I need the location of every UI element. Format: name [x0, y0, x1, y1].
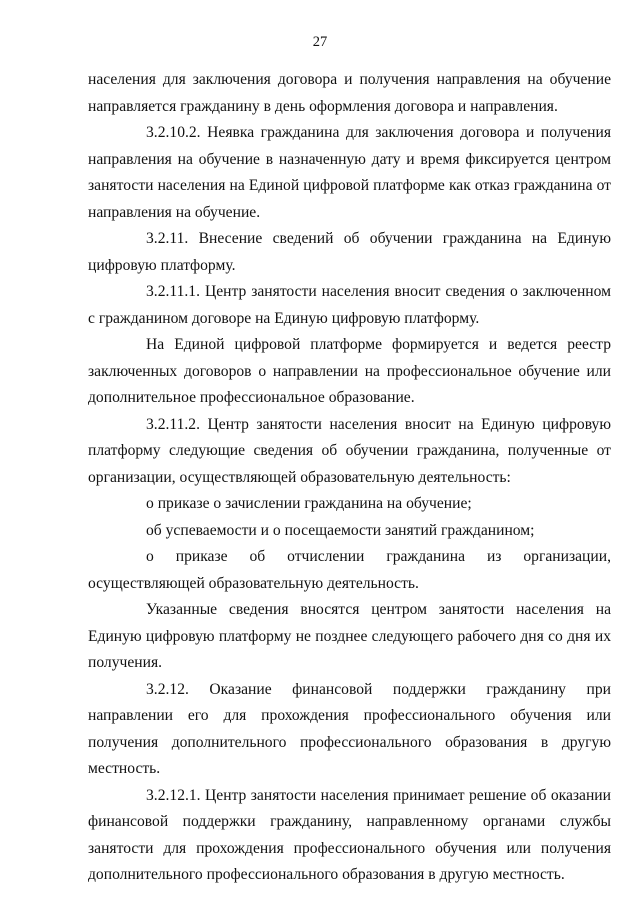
paragraph-registry: На Единой цифровой платформе формируется и ведется реестр заключенных договоров о направлении на профессиональное обучение или дополнительное профессиональное образование.: [88, 336, 611, 406]
list-item-enrollment: о приказе о зачислении гражданина на обучение;: [146, 495, 472, 512]
document-body: [88, 67, 611, 889]
paragraph-3-2-10-2: 3.2.10.2. Неявка гражданина для заключения договора и получения направления на обучение в назначенную дату и время фиксируется центром занятости населения на Единой цифровой платформе как отказ гражданина от направления на обучение.: [88, 124, 611, 221]
list-item-progress: об успеваемости и о посещаемости занятий гражданином;: [146, 521, 535, 539]
paragraph-3-2-12: 3.2.12. Оказание финансовой поддержки гражданину при направлении его для прохождения профессионального обучения или получения дополнительного профессионального образования в другую местность.: [88, 680, 611, 777]
paragraph-continuation: населения для заключения договора и получения направления на обучение направляется гражданину в день оформления договора и направления.: [88, 71, 611, 115]
paragraph-deadline: Указанные сведения вносятся центром занятости населения на Единую цифровую платформу не позднее следующего рабочего дня со дня их получения.: [88, 601, 611, 671]
list-item-expulsion: о приказе об отчислении гражданина из организации, осуществляющей образовательную деятельность.: [88, 548, 611, 592]
page-number: 27: [312, 34, 328, 50]
paragraph-3-2-11-2: 3.2.11.2. Центр занятости населения вносит на Единую цифровую платформу следующие сведения об обучении гражданина, полученные от организации, осуществляющей образовательную деятельность:: [88, 415, 611, 486]
paragraph-3-2-11: 3.2.11. Внесение сведений об обучении гражданина на Единую цифровую платформу.: [88, 230, 611, 274]
paragraph-3-2-12-1: 3.2.12.1. Центр занятости населения принимает решение об оказании финансовой поддержки гражданину, направленному органами службы занятости для прохождения профессионального обучения или получения дополнительного профессионального образования в другую местность.: [88, 786, 611, 883]
paragraph-3-2-11-1: 3.2.11.1. Центр занятости населения вносит сведения о заключенном с гражданином договоре на Единую цифровую платформу.: [88, 283, 611, 327]
